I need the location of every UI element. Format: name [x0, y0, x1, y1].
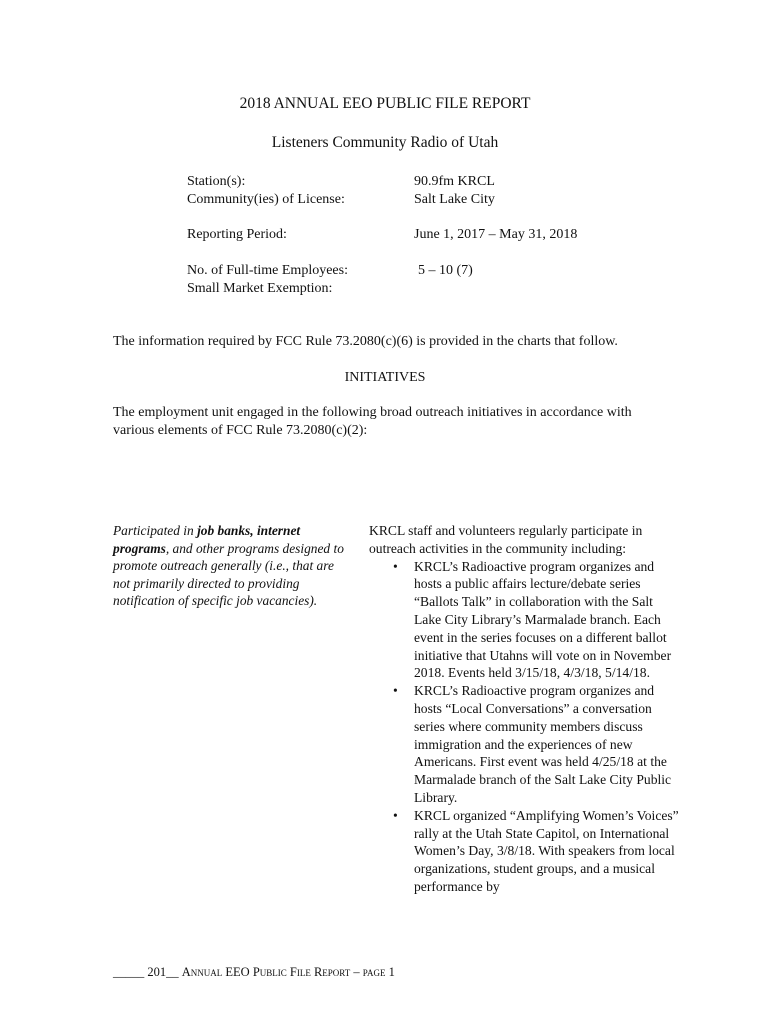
intro-paragraph: The information required by FCC Rule 73.2080(c)(6) is provided in the charts that follow. [113, 334, 618, 349]
report-title: 2018 ANNUAL EEO PUBLIC FILE REPORT [239, 95, 531, 112]
category-text-part2: , and other programs designed to promote outreach generally (i.e., that are not primarily directed to providing notification of specific job vacancies). [113, 540, 344, 608]
bullet-icon: • [393, 807, 398, 823]
stations-value: 90.9fm KRCL [414, 174, 495, 189]
page-footer [113, 963, 513, 981]
community-label: Community(ies) of License: [187, 192, 345, 207]
employees-value: 5 – 10 (7) [418, 263, 473, 278]
initiative-lead: KRCL staff and volunteers regularly participate in outreach activities in the community including: [369, 523, 643, 556]
organization-name: Listeners Community Radio of Utah [271, 134, 499, 151]
reporting-period-value: June 1, 2017 – May 31, 2018 [414, 227, 578, 242]
stations-label: Station(s): [187, 174, 246, 189]
initiatives-heading: INITIATIVES [344, 370, 426, 385]
bullet-icon: • [393, 558, 398, 574]
initiative-description [369, 522, 679, 896]
list-item [369, 807, 679, 896]
initiatives-intro: The employment unit engaged in the following broad outreach initiatives in accordance with various elements of FCC Rule 73.2080(c)(2): [113, 405, 632, 438]
list-item-text: KRCL organized “Amplifying Women’s Voices” rally at the Utah State Capitol, on International Women’s Day, 3/8/18. With speakers from local organizations, student groups, and a musical performance by [414, 807, 679, 894]
category-text-part1: Participated in [113, 523, 198, 538]
category-text-bold: job banks, internet programs [113, 523, 301, 556]
list-item [369, 682, 679, 807]
list-item-text: KRCL’s Radioactive program organizes and hosts a public affairs lecture/debate series “Ballots Talk” in collaboration with the Salt Lake City Library’s Marmalade branch. Each event in the series focuses on a different ballot initiative that Utahns will vote on in November 2018. Events held 3/15/18, 4/3/18, 5/14/18. [414, 558, 672, 681]
bullet-icon: • [393, 683, 398, 699]
list-item-text: KRCL’s Radioactive program organizes and hosts “Local Conversations” a conversation series where community members discuss immigration and the experiences of new Americans. First event was held 4/25/18 at the Marmalade branch of the Salt Lake City Public Library. [414, 683, 672, 805]
footer-text: Annual EEO Public File Report – page 1 [181, 965, 395, 979]
employees-label: No. of Full-time Employees: [187, 263, 348, 278]
initiative-category-text [113, 522, 348, 610]
small-market-exemption-label: Small Market Exemption: [187, 281, 333, 296]
community-value: Salt Lake City [414, 192, 495, 207]
reporting-period-label: Reporting Period: [187, 227, 287, 242]
list-item [369, 558, 679, 683]
footer-prefix: _____ 201__ [113, 965, 182, 979]
initiative-list [369, 558, 679, 896]
